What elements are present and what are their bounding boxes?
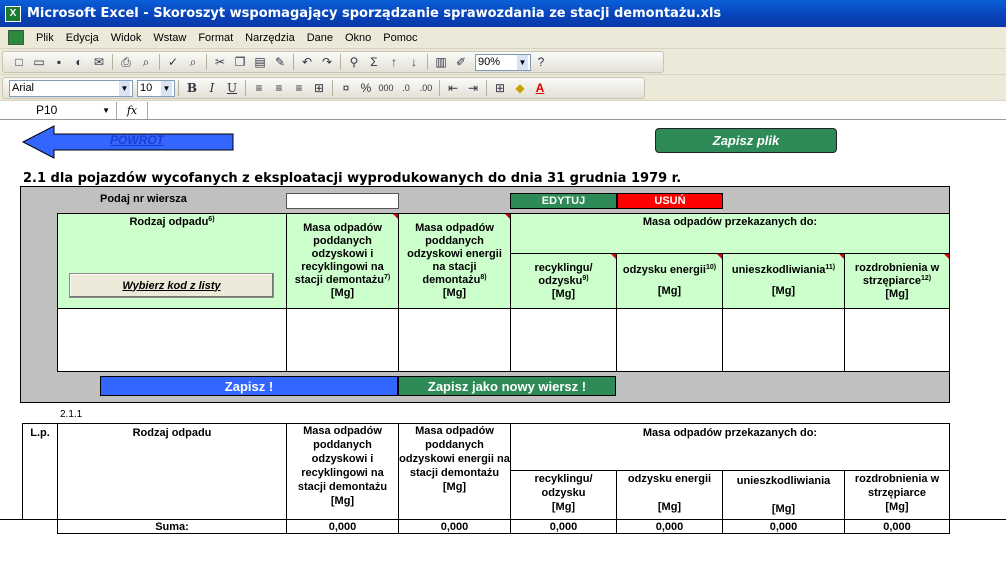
permission-icon[interactable]: ◐ [75, 55, 83, 69]
currency-icon[interactable]: ¤ [342, 81, 350, 95]
menu-widok[interactable]: Widok [110, 31, 142, 44]
merge-center-icon[interactable]: ⊞ [313, 81, 325, 95]
sort-desc-icon[interactable]: ↓ [411, 55, 417, 69]
col-mass-energy [399, 424, 510, 494]
col-energy-recovery-label: odzysku energii [627, 473, 712, 485]
paste-icon[interactable]: ▤ [254, 55, 266, 69]
function-icon[interactable]: fx [126, 103, 138, 117]
section-title: 2.1 dla pojazdów wycofanych z eksploatacji wyprodukowanych do dnia 31 grudnia 1979 r. [23, 171, 682, 186]
footnote-ref: 7) [384, 274, 391, 281]
col-mass-energy-label: Masa odpadów poddanych odzyskowi energii na stacji demontażu [399, 425, 510, 479]
save-icon[interactable]: ▪ [56, 55, 62, 69]
sum-mass-energy: 0,000 [440, 521, 469, 533]
input-waste-type[interactable] [57, 308, 287, 372]
formatting-toolbar [0, 75, 1006, 101]
menu-wstaw[interactable]: Wstaw [153, 31, 187, 44]
col-mass-recovery [287, 424, 398, 508]
menu-narzedzia[interactable]: Narzędzia [245, 31, 295, 44]
bold-icon[interactable]: B [186, 81, 198, 95]
menu-dane[interactable]: Dane [306, 31, 333, 44]
align-center-icon[interactable]: ≡ [275, 81, 283, 95]
header-energy-recovery [616, 253, 723, 309]
header-neutralization-label: unieszkodliwiania [731, 264, 826, 276]
header-shredder [844, 253, 950, 309]
window-title: Microsoft Excel - Skoroszyt wspomagający sporządzanie sprawozdania ze stacji demontażu.xls [27, 6, 722, 21]
research-icon[interactable]: ⌕ [189, 54, 197, 69]
unit-label: [Mg] [551, 287, 576, 300]
new-icon[interactable]: □ [15, 55, 23, 69]
unit-label: [Mg] [442, 287, 467, 299]
italic-icon[interactable]: I [209, 81, 215, 95]
footnote-ref: 8) [480, 274, 487, 281]
unit-label: [Mg] [442, 481, 467, 493]
email-icon[interactable]: ✉ [93, 55, 105, 69]
footnote-ref: 12) [920, 274, 932, 282]
worksheet[interactable] [0, 120, 1006, 583]
header-mass-recovery [286, 213, 399, 309]
pick-code-button[interactable]: Wybierz kod z listy [69, 273, 274, 298]
format-painter-icon[interactable]: ✎ [274, 55, 286, 69]
back-link[interactable]: POWRÓT [110, 133, 164, 147]
input-mass-energy[interactable] [398, 308, 511, 372]
row-number-label: Podaj nr wiersza [100, 193, 187, 205]
standard-toolbar [0, 49, 1006, 75]
increase-decimal-icon[interactable]: .0 [402, 83, 410, 93]
save-file-button[interactable]: Zapisz plik [655, 128, 837, 153]
autosum-icon[interactable]: Σ [370, 55, 378, 69]
percent-icon[interactable]: % [360, 81, 372, 95]
font-select[interactable] [9, 80, 133, 97]
input-recycling[interactable] [510, 308, 617, 372]
decrease-indent-icon[interactable]: ⇤ [447, 81, 459, 95]
print-icon[interactable]: ⎙ [121, 54, 131, 69]
drawing-icon[interactable]: ✐ [455, 55, 467, 69]
footnote-ref: 11) [825, 264, 836, 271]
header-energy-recovery-label: odzysku energii [622, 264, 706, 276]
sum-recycling: 0,000 [549, 521, 578, 533]
save-button[interactable]: Zapisz ! [100, 376, 398, 396]
col-shredder-label: rozdrobnienia w strzępiarce [854, 473, 940, 499]
sum-neutralization: 0,000 [769, 521, 798, 533]
open-icon[interactable]: ▭ [33, 55, 45, 69]
thousands-icon[interactable]: 000 [378, 83, 394, 93]
header-waste-type-label: Rodzaj odpadu [129, 216, 209, 228]
col-neutralization [723, 474, 844, 516]
zoom-value: 90% [478, 56, 501, 68]
col-neutralization-label: unieszkodliwiania [736, 475, 831, 487]
footnote-ref: 9) [582, 274, 589, 282]
borders-icon[interactable]: ⊞ [494, 81, 506, 95]
input-mass-recovery[interactable] [286, 308, 399, 372]
decrease-decimal-icon[interactable]: .00 [419, 83, 433, 93]
unit-label: [Mg] [330, 495, 355, 507]
header-recycling [510, 253, 617, 309]
increase-indent-icon[interactable]: ⇥ [467, 81, 479, 95]
unit-label: [Mg] [771, 503, 796, 515]
subsection-label: 2.1.1 [60, 409, 83, 420]
table-border [510, 470, 950, 471]
font-value: Arial [12, 82, 35, 94]
menu-plik[interactable]: Plik [36, 31, 54, 44]
copy-icon[interactable]: ❐ [234, 55, 246, 69]
col-waste-type: Rodzaj odpadu [132, 427, 212, 439]
excel-icon: X [5, 6, 21, 22]
chevron-down-icon: ▼ [517, 55, 528, 70]
menu-edycja[interactable]: Edycja [65, 31, 99, 44]
input-neutralization[interactable] [722, 308, 845, 372]
font-color-icon[interactable]: A [535, 81, 545, 95]
underline-icon[interactable]: U [226, 81, 238, 95]
col-mass-recovery-label: Masa odpadów poddanych odzyskowi i recyklingowi na stacji demontażu [297, 425, 388, 493]
zoom-select[interactable] [475, 54, 531, 71]
cell-reference: P10 [36, 103, 58, 117]
align-left-icon[interactable]: ≡ [255, 81, 263, 95]
align-right-icon[interactable]: ≡ [295, 81, 303, 95]
formula-input[interactable] [147, 102, 1006, 119]
input-shredder[interactable] [844, 308, 950, 372]
comment-indicator[interactable] [944, 254, 949, 259]
delete-button[interactable]: USUŃ [617, 193, 723, 209]
header-neutralization [722, 253, 845, 309]
col-lp: L.p. [30, 427, 50, 439]
col-transferred: Masa odpadów przekazanych do: [642, 427, 818, 439]
sum-energy-recovery: 0,000 [655, 521, 684, 533]
header-recycling-label: recyklingu/ odzysku [534, 261, 593, 287]
workbook-icon[interactable] [8, 30, 24, 45]
unit-label: [Mg] [330, 287, 355, 299]
chart-wizard-icon[interactable]: ▥ [435, 55, 447, 69]
name-box[interactable] [0, 102, 117, 119]
menu-bar [0, 27, 1006, 49]
table-border [949, 423, 950, 534]
header-shredder-label: rozdrobnienia w strzępiarce [854, 261, 940, 287]
header-mass-energy [398, 213, 511, 309]
col-shredder [845, 472, 949, 514]
header-transferred: Masa odpadów przekazanych do: [510, 213, 950, 254]
fill-color-icon[interactable]: ◆ [515, 81, 525, 95]
help-icon[interactable]: ? [537, 55, 545, 69]
menu-pomoc[interactable]: Pomoc [383, 31, 418, 44]
undo-icon[interactable]: ↶ [301, 55, 313, 69]
edit-button[interactable]: EDYTUJ [510, 193, 617, 209]
chevron-down-icon: ▼ [102, 105, 110, 115]
font-size-value: 10 [140, 82, 153, 94]
input-energy-recovery[interactable] [616, 308, 723, 372]
save-as-new-row-button[interactable]: Zapisz jako nowy wiersz ! [398, 376, 616, 396]
footnote-ref: 6) [208, 216, 215, 223]
sort-asc-icon[interactable]: ↑ [391, 55, 397, 69]
header-mass-recovery-label: Masa odpadów poddanych odzyskowi i recyklingowi na stacji demontażu [294, 222, 384, 286]
cut-icon[interactable]: ✂ [214, 55, 226, 69]
unit-label: [Mg] [551, 501, 576, 513]
menu-format[interactable]: Format [198, 31, 234, 44]
spelling-icon[interactable]: ✓ [167, 55, 179, 69]
footnote-ref: 10) [706, 264, 717, 271]
col-recycling-label: recyklingu/ odzysku [534, 473, 593, 499]
sum-mass-recovery: 0,000 [328, 521, 357, 533]
unit-label: [Mg] [657, 285, 682, 297]
col-energy-recovery [617, 472, 722, 514]
unit-label: [Mg] [657, 501, 682, 513]
formula-bar [0, 101, 1006, 120]
chevron-down-icon: ▼ [161, 81, 172, 96]
col-recycling [511, 472, 616, 514]
print-preview-icon[interactable]: ⌕ [142, 54, 150, 69]
header-mass-energy-label: Masa odpadów poddanych odzyskowi energii na stacji demontażu [407, 222, 502, 286]
sum-label: Suma: [155, 521, 189, 533]
unit-label: [Mg] [771, 285, 796, 297]
redo-icon[interactable]: ↷ [321, 55, 333, 69]
row-number-input[interactable] [286, 193, 399, 209]
font-size-select[interactable] [137, 80, 175, 97]
title-bar [0, 0, 1006, 27]
sum-shredder: 0,000 [883, 521, 911, 533]
unit-label: [Mg] [885, 287, 909, 300]
menu-okno[interactable]: Okno [345, 31, 372, 44]
hyperlink-icon[interactable]: ⚲ [349, 55, 359, 69]
unit-label: [Mg] [885, 501, 909, 513]
chevron-down-icon: ▼ [119, 81, 130, 96]
